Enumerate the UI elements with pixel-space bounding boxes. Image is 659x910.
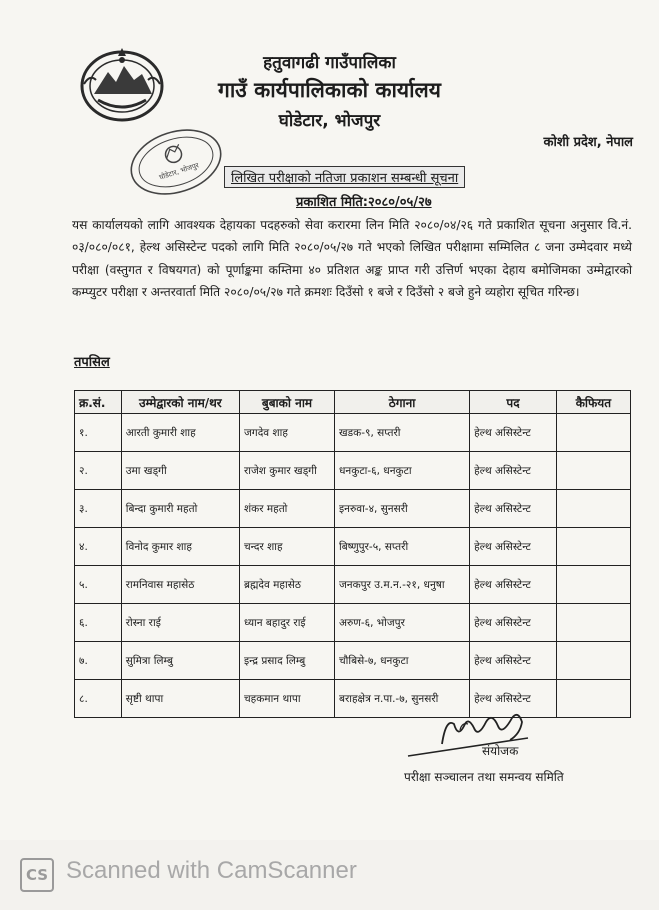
cell-address: जनकपुर उ.म.न.-२१, धनुषा bbox=[334, 566, 469, 604]
cell-remarks bbox=[556, 528, 630, 566]
cell-father: ब्रह्मदेव महासेठ bbox=[240, 566, 335, 604]
table-header-row bbox=[75, 391, 631, 414]
municipality-name: हतुवागढी गाउँपालिका bbox=[263, 53, 396, 73]
cell-father: जगदेव शाह bbox=[240, 414, 335, 452]
cell-address: चौबिसे-७, धनकुटा bbox=[334, 642, 469, 680]
notice-title: लिखित परीक्षाको नतिजा प्रकाशन सम्बन्धी सूचना bbox=[224, 166, 465, 188]
notice-body: यस कार्यालयको लागि आवश्यक देहायका पदहरुको सेवा करारमा लिन मिति २०८०/०४/२६ गते प्रकाशित सूचना अनुसार वि.नं. ०३/०८०/०८१, हेल्थ असिस्टेन्ट पदको लागि मिति २०८०/०५/२७ गते भएको लिखित परीक्षामा सम्मिलित ८ जना उम्मेदवार मध्ये परीक्षा (वस्तुगत र विषयगत) को पूर्णाङ्कमा कम्तिमा ४० प्रतिशत अङ्क प्राप्त गरी उत्तिर्ण भएका देहाय बमोजिमका उम्मेद्वारको कम्प्युटर परीक्षा र अन्तरवार्ता मिति २०८०/०५/२७ गते क्रमशः दिउँसो १ बजे र दिउँसो २ बजे हुने व्यहोरा सूचित गरिन्छ। bbox=[72, 218, 632, 300]
cell-serial: ७. bbox=[75, 642, 122, 680]
cell-father: राजेश कुमार खड्गी bbox=[240, 452, 335, 490]
cell-address: बिष्णुपुर-५, सप्तरी bbox=[334, 528, 469, 566]
table-row bbox=[75, 490, 631, 528]
cell-father: चहकमान थापा bbox=[240, 680, 335, 718]
cell-post: हेल्थ असिस्टेन्ट bbox=[470, 528, 557, 566]
schedule-heading: तपसिल bbox=[74, 355, 110, 370]
col-serial: क्र.सं. bbox=[75, 391, 122, 414]
cell-serial: ६. bbox=[75, 604, 122, 642]
col-remarks: कैफियत bbox=[556, 391, 630, 414]
committee-name: परीक्षा सञ्चालन तथा समन्वय समिति bbox=[404, 770, 564, 784]
cell-father: चन्दर शाह bbox=[240, 528, 335, 566]
cell-name: रोस्ना राई bbox=[121, 604, 239, 642]
cell-address: बराहक्षेत्र न.पा.-७, सुनसरी bbox=[334, 680, 469, 718]
cell-father: इन्द्र प्रसाद लिम्बु bbox=[240, 642, 335, 680]
cell-remarks bbox=[556, 452, 630, 490]
col-post: पद bbox=[470, 391, 557, 414]
cell-remarks bbox=[556, 642, 630, 680]
cell-remarks bbox=[556, 604, 630, 642]
table-row bbox=[75, 604, 631, 642]
cell-name: सुमित्रा लिम्बु bbox=[121, 642, 239, 680]
province-label: कोशी प्रदेश, नेपाल bbox=[543, 135, 633, 150]
results-table bbox=[74, 390, 631, 718]
cell-serial: १. bbox=[75, 414, 122, 452]
cell-post: हेल्थ असिस्टेन्ट bbox=[470, 452, 557, 490]
table-row bbox=[75, 414, 631, 452]
cell-name: रामनिवास महासेठ bbox=[121, 566, 239, 604]
cell-serial: ५. bbox=[75, 566, 122, 604]
table-row bbox=[75, 642, 631, 680]
cell-father: ध्यान बहादुर राई bbox=[240, 604, 335, 642]
cell-post: हेल्थ असिस्टेन्ट bbox=[470, 642, 557, 680]
cell-father: शंकर महतो bbox=[240, 490, 335, 528]
cell-post: हेल्थ असिस्टेन्ट bbox=[470, 604, 557, 642]
svg-text:घोडेटार, भोजपुर: घोडेटार, भोजपुर bbox=[158, 161, 200, 182]
cell-serial: ३. bbox=[75, 490, 122, 528]
office-stamp-icon bbox=[122, 124, 230, 200]
cell-post: हेल्थ असिस्टेन्ट bbox=[470, 490, 557, 528]
cell-post: हेल्थ असिस्टेन्ट bbox=[470, 566, 557, 604]
camscanner-logo-icon: CS bbox=[20, 858, 54, 892]
cell-serial: २. bbox=[75, 452, 122, 490]
cell-remarks bbox=[556, 566, 630, 604]
table-row bbox=[75, 566, 631, 604]
office-name: गाउँ कार्यपालिकाको कार्यालय bbox=[218, 78, 441, 102]
cell-name: उमा खड्गी bbox=[121, 452, 239, 490]
cell-post: हेल्थ असिस्टेन्ट bbox=[470, 414, 557, 452]
cell-address: धनकुटा-६, धनकुटा bbox=[334, 452, 469, 490]
camscanner-watermark: Scanned with CamScanner bbox=[66, 857, 357, 884]
col-father-name: बुबाको नाम bbox=[240, 391, 335, 414]
cell-name: विनोद कुमार शाह bbox=[121, 528, 239, 566]
cell-address: अरुण-६, भोजपुर bbox=[334, 604, 469, 642]
cell-name: आरती कुमारी शाह bbox=[121, 414, 239, 452]
cell-remarks bbox=[556, 680, 630, 718]
signatory-role: संयोजक bbox=[482, 744, 519, 758]
col-address: ठेगाना bbox=[334, 391, 469, 414]
cell-address: इनरुवा-४, सुनसरी bbox=[334, 490, 469, 528]
cell-remarks bbox=[556, 490, 630, 528]
cell-remarks bbox=[556, 414, 630, 452]
table-row bbox=[75, 680, 631, 718]
published-date: प्रकाशित मिति:२०८०/०५/२७ bbox=[296, 195, 432, 210]
cell-post: हेल्थ असिस्टेन्ट bbox=[470, 680, 557, 718]
cell-name: बिन्दा कुमारी महतो bbox=[121, 490, 239, 528]
cell-address: खडक-९, सप्तरी bbox=[334, 414, 469, 452]
table-row bbox=[75, 452, 631, 490]
office-address: घोडेटार, भोजपुर bbox=[278, 111, 381, 131]
col-candidate-name: उम्मेद्वारको नाम/थर bbox=[121, 391, 239, 414]
cell-name: सृष्टी थापा bbox=[121, 680, 239, 718]
cell-serial: ८. bbox=[75, 680, 122, 718]
table-row bbox=[75, 528, 631, 566]
cell-serial: ४. bbox=[75, 528, 122, 566]
